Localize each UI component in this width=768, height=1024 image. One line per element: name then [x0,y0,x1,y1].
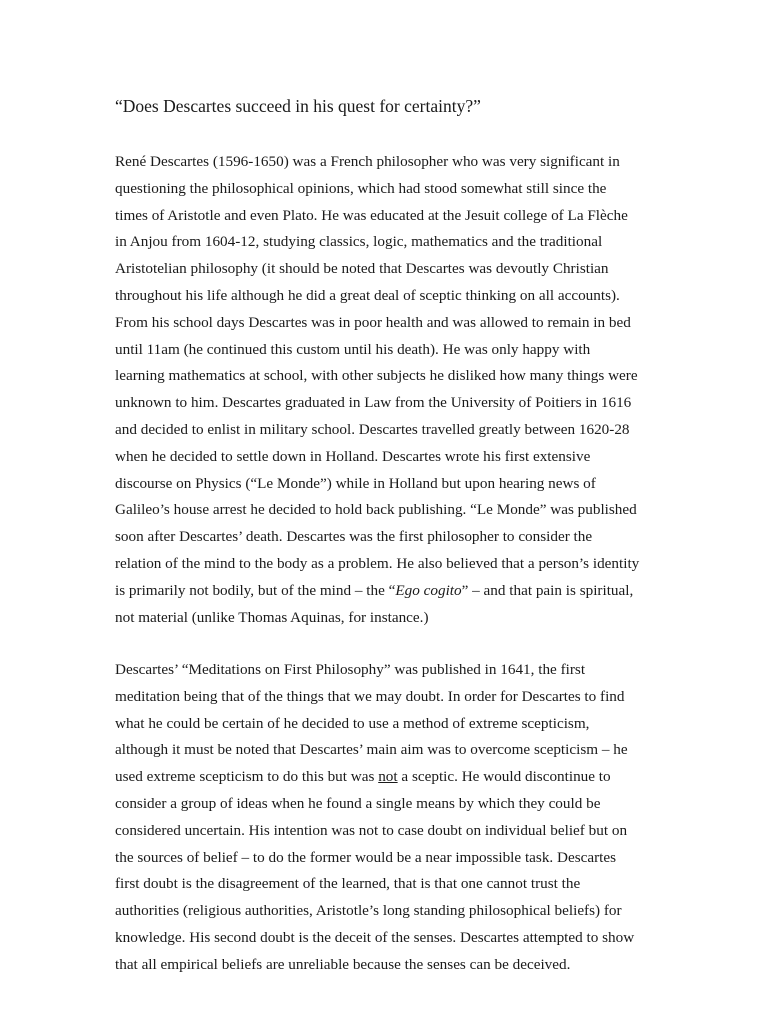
text-line: questioning the philosophical opinions, which had stood somewhat still since the [115,179,607,197]
text-line: Aristotelian philosophy (it should be noted that Descartes was devoutly Christian [115,260,609,278]
text-line: From his school days Descartes was in poor health and was allowed to remain in bed [115,313,631,331]
text-line: what he could be certain of he decided to use a method of extreme scepticism, [115,714,590,732]
text-line: knowledge. His second doubt is the deceit of the senses. Descartes attempted to show [115,928,635,946]
text-line: times of Aristotle and even Plato. He was educated at the Jesuit college of La Flèche [115,206,628,224]
text-run: used extreme scepticism to do this but was [115,768,379,786]
text-line: when he decided to settle down in Holland. Descartes wrote his first extensive [115,447,591,465]
paragraph-2 [115,657,634,979]
text-line: Descartes’ “Meditations on First Philosophy” was published in 1641, the first [115,661,586,678]
text-run: ” – and that pain is spiritual, [461,581,634,599]
text-line: the sources of belief – to do the former would be a near impossible task. Descartes [115,848,617,866]
text-line: relation of the mind to the body as a problem. He also believed that a person’s identity [115,554,640,572]
text-line: unknown to him. Descartes graduated in Law from the University of Poitiers in 1616 [115,394,632,412]
text-line: meditation being that of the things that we may doubt. In order for Descartes to find [115,687,625,705]
text-line: although it must be noted that Descartes’ main aim was to overcome scepticism – he [115,741,628,759]
text-line: soon after Descartes’ death. Descartes was the first philosopher to consider the [115,528,593,546]
text-line: considered uncertain. His intention was not to case doubt on individual belief but on [115,821,628,839]
text-run: is primarily not bodily, but of the mind – the “ [115,581,396,599]
text-line: consider a group of ideas when he found a single means by which they could be [115,794,601,812]
text-line: discourse on Physics (“Le Monde”) while in Holland but upon hearing news of [115,474,596,492]
text-line: René Descartes (1596-1650) was a French philosopher who was very significant in [115,153,620,170]
text-line: and decided to enlist in military school. Descartes travelled greatly between 1620-28 [115,420,630,438]
text-line [115,764,634,791]
text-line: throughout his life although he did a great deal of sceptic thinking on all accounts). [115,286,620,304]
paragraph-1 [115,149,639,631]
text-line: learning mathematics at school, with other subjects he disliked how many things were [115,367,638,385]
text-line: Galileo’s house arrest he decided to hold back publishing. “Le Monde” was published [115,501,637,519]
underlined-word: not [378,768,398,786]
text-run: a sceptic. He would discontinue to [397,768,611,786]
text-line: first doubt is the disagreement of the learned, that is that one cannot trust the [115,875,581,893]
text-line: not material (unlike Thomas Aquinas, for instance.) [115,608,429,626]
text-line: authorities (religious authorities, Aristotle’s long standing philosophical beliefs) for [115,902,622,920]
document-title: “Does Descartes succeed in his quest for certainty?” [115,96,481,116]
text-line: that all empirical beliefs are unreliable because the senses can be deceived. [115,955,571,973]
text-line: in Anjou from 1604-12, studying classics, logic, mathematics and the traditional [115,233,603,251]
text-line: until 11am (he continued this custom until his death). He was only happy with [115,340,591,358]
text-line [115,578,639,605]
italic-phrase: Ego cogito [395,581,462,599]
